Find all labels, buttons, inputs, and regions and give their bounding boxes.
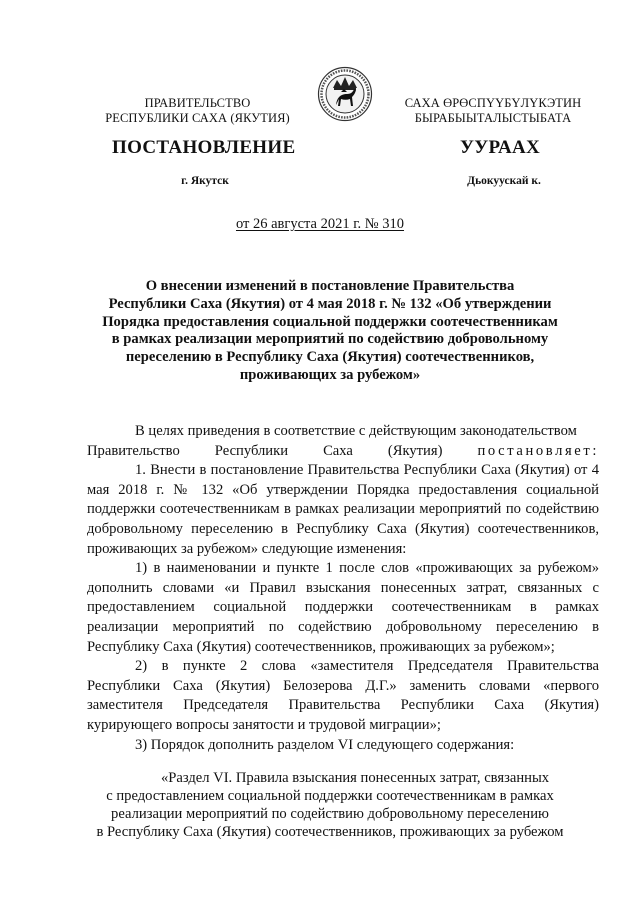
intro-resolution-line [87, 442, 599, 462]
quote-line: «Раздел VI. Правила взыскания понесенных затрат, связанных [160, 770, 550, 786]
issuer-ru [95, 96, 300, 126]
quote-line: с предоставлением социальной поддержки соотечественникам в рамках [106, 787, 554, 804]
title-line: переселению в Республику Саха (Якутия) соотечественников, [125, 349, 535, 366]
paragraph-1-2: 2) в пункте 2 слова «заместителя Председателя Правительства Республики Саха (Якутия) Белозерова Д.Г.» заменить словами «первого заместителя Председателя Правительства Республики Саха (Якутия) курирующего вопросы занятости и трудовой миграции»; [87, 658, 599, 733]
document-title [80, 278, 580, 385]
document-body [87, 422, 599, 755]
place-sakha: Дьокуускай к. [467, 175, 541, 187]
resolve-verb: постановляет: [477, 442, 600, 459]
doc-type-sakha: УУРААХ [459, 137, 541, 158]
title-line: Республики Саха (Якутия) от 4 мая 2018 г. № 132 «Об утверждении [108, 295, 552, 312]
title-line: в рамках реализации мероприятий по содействию добровольному [111, 331, 549, 348]
document-date-number: от 26 августа 2021 г. № 310 [235, 216, 405, 232]
coat-of-arms-emblem [317, 66, 373, 122]
issuer-sakha-line1: САХА ӨРӨСПҮҮБҮЛҮКЭТИН [404, 96, 582, 110]
intro-line: В целях приведения в соответствие с действующим законодательством [135, 423, 577, 439]
issuer-sakha [388, 96, 598, 126]
paragraph-1-1: 1) в наименовании и пункте 1 после слов «проживающих за рубежом» дополнить словами «и Правил взыскания понесенных затрат, связанных с предоставлением социальной поддержки соотечественникам в рамках реализации мероприятий по содействию добровольному переселению в Республику Саха (Якутия) соотечественников, проживающих за рубежом»; [87, 560, 599, 655]
issuer-sakha-line2: БЫРАБЫЫТАЛЫСТЫБАТА [414, 111, 572, 125]
title-line: О внесении изменений в постановление Правительства [145, 278, 515, 294]
quote-line: в Республику Саха (Якутия) соотечественников, проживающих за рубежом [96, 823, 564, 840]
title-line: проживающих за рубежом» [239, 366, 421, 383]
title-line: Порядка предоставления социальной поддержки соотечественникам [102, 313, 558, 330]
quote-line: реализации мероприятий по содействию добровольному переселению [111, 805, 549, 822]
doc-type-ru: ПОСТАНОВЛЕНИЕ [112, 137, 296, 158]
paragraph-1: 1. Внести в постановление Правительства Республики Саха (Якутия) от 4 мая 2018 г. № 132 «Об утверждении Порядка предоставления социальной поддержки соотечественникам в рамках реализации мероприятий по содействию добровольному переселению в Республику Саха (Якутия) соотечественников, проживающих за рубежом» следующие изменения: [87, 462, 599, 557]
intro-text: Правительство Республики Саха (Якутия) [87, 442, 443, 459]
place-ru: г. Якутск [181, 175, 229, 187]
paragraph-1-3: 3) Порядок дополнить разделом VI следующего содержания: [135, 736, 515, 753]
emblem-icon [317, 66, 373, 122]
issuer-ru-line1: ПРАВИТЕЛЬСТВО [144, 96, 251, 110]
issuer-ru-line2: РЕСПУБЛИКИ САХА (ЯКУТИЯ) [105, 111, 290, 125]
quoted-section-heading [60, 770, 600, 842]
